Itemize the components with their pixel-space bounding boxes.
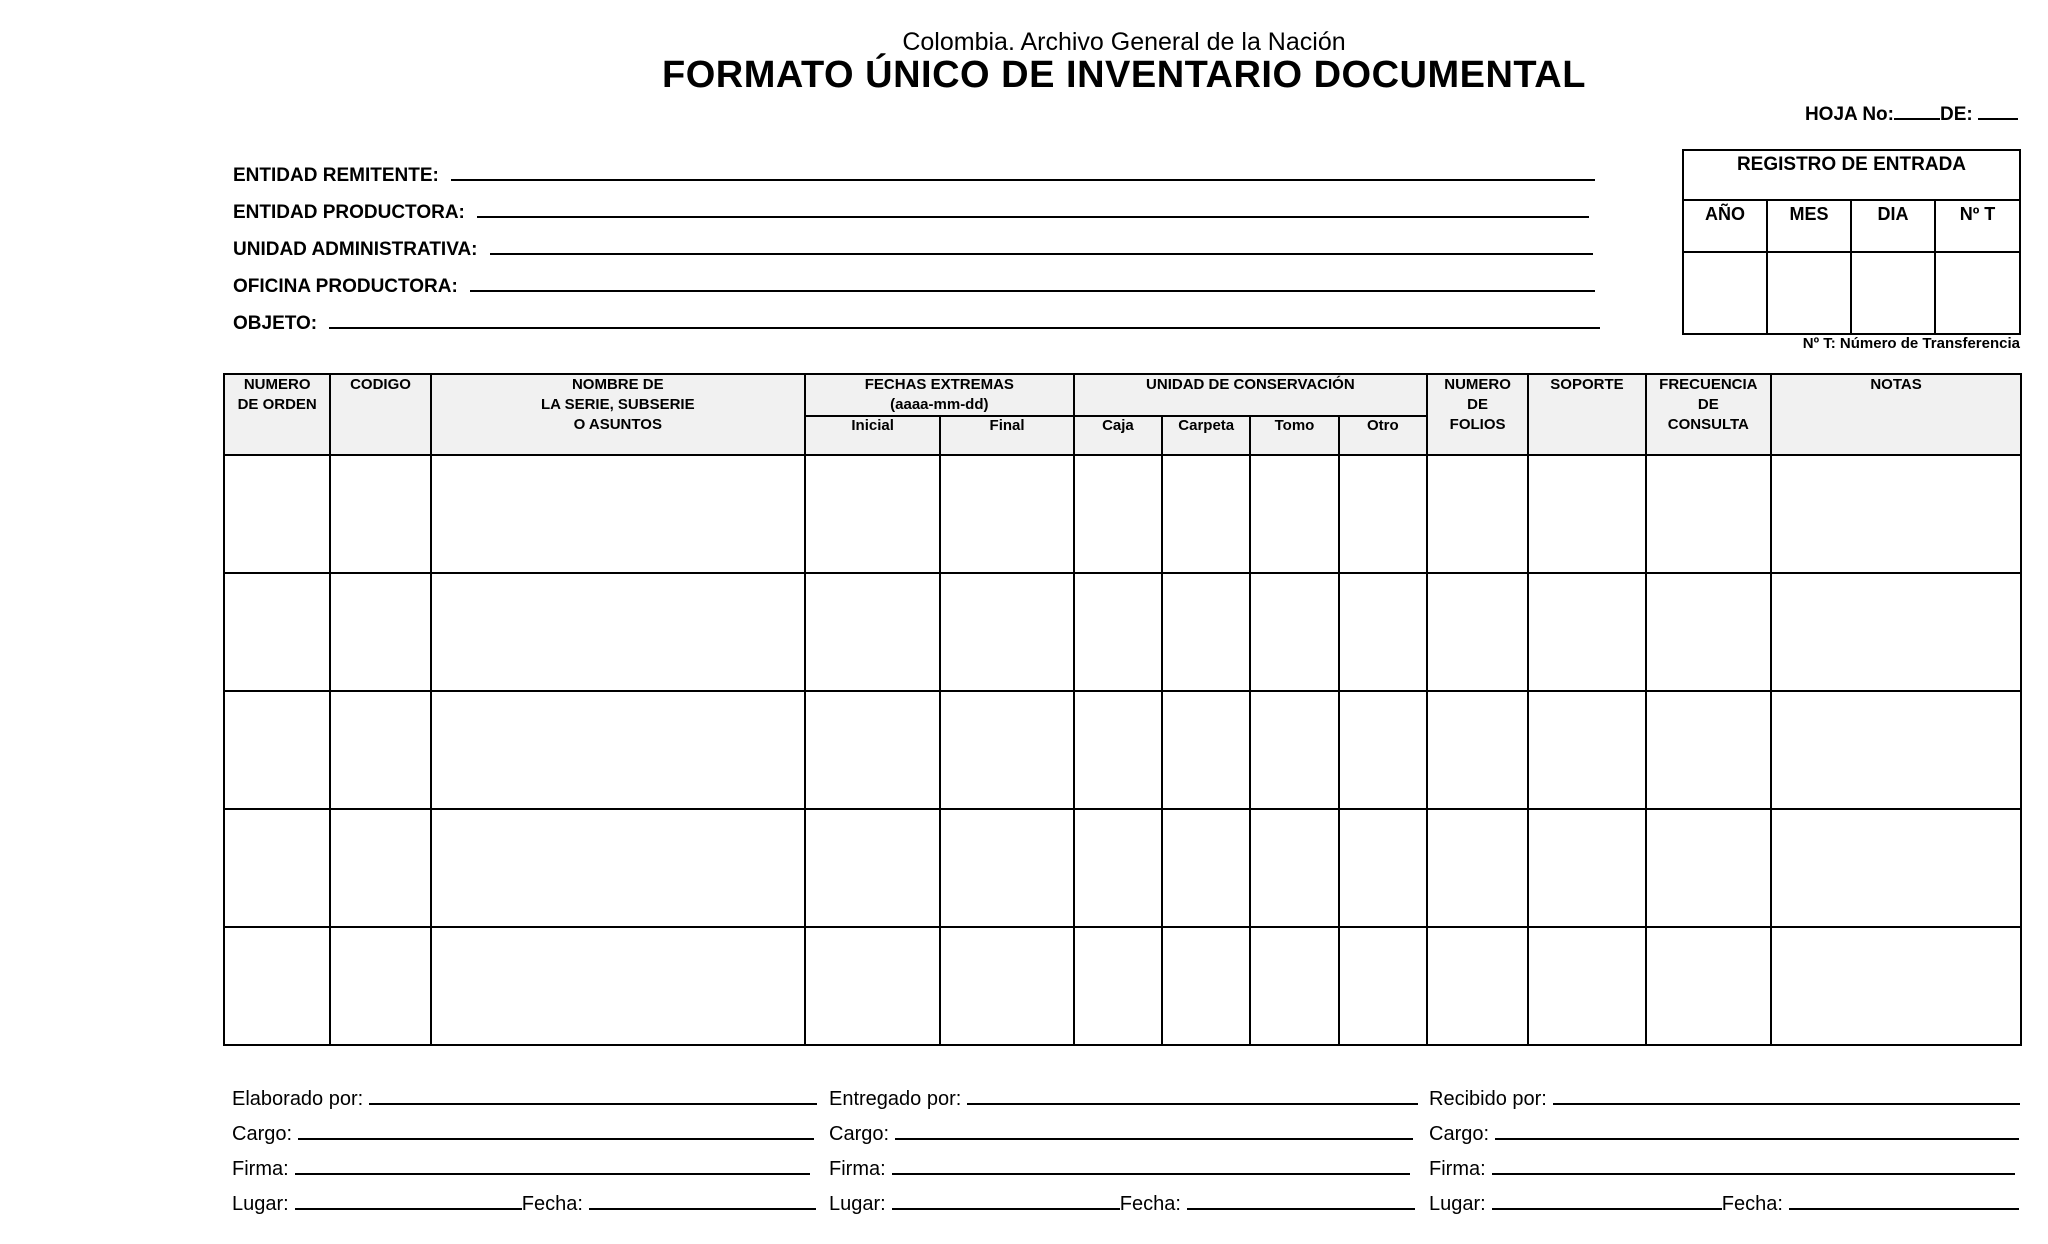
cell-fecha-inicial[interactable] [805, 455, 940, 573]
header-text: CONSULTA [1667, 416, 1749, 433]
elaborado-cargo-label: Cargo: [232, 1123, 293, 1145]
cell-numero-orden[interactable] [224, 927, 330, 1045]
registro-entrada-title: REGISTRO DE ENTRADA [1684, 151, 2019, 201]
entregado-firma-label: Firma: [829, 1158, 886, 1180]
cell-tomo[interactable] [1250, 809, 1338, 927]
entregado-block [829, 1076, 1299, 1216]
recibido-fecha-field[interactable] [1789, 1207, 2019, 1210]
objeto-field[interactable] [329, 326, 1600, 329]
unidad-administrativa-field[interactable] [490, 252, 1593, 255]
cell-soporte[interactable] [1528, 455, 1645, 573]
cell-fecha-final[interactable] [940, 573, 1073, 691]
table-row [224, 809, 2021, 927]
recibido-label: Recibido por: [1429, 1088, 1547, 1110]
header-nombre-serie [431, 374, 805, 455]
cell-fecha-inicial[interactable] [805, 927, 940, 1045]
oficina-productora-row [233, 261, 1595, 298]
header-text: DE ORDEN [237, 396, 317, 413]
entidad-remitente-row [233, 150, 1595, 187]
cell-numero-orden[interactable] [224, 455, 330, 573]
table-row [224, 573, 2021, 691]
cell-soporte[interactable] [1528, 691, 1645, 809]
entidad-remitente-field[interactable] [451, 178, 1595, 181]
entidad-remitente-label: ENTIDAD REMITENTE: [233, 165, 439, 186]
cell-fecha-final[interactable] [940, 809, 1073, 927]
header-text: NUMERO [1444, 376, 1511, 393]
elaborado-field[interactable] [369, 1102, 817, 1105]
header-caja: Caja [1074, 416, 1162, 455]
entregado-label: Entregado por: [829, 1088, 962, 1110]
elaborado-block [232, 1076, 702, 1216]
registro-entrada-box [1682, 149, 2021, 335]
objeto-label: OBJETO: [233, 313, 318, 334]
elaborado-lugar-field[interactable] [295, 1207, 522, 1210]
header-text: LA SERIE, SUBSERIE [540, 396, 695, 413]
unidad-administrativa-row [233, 224, 1593, 261]
unidad-administrativa-label: UNIDAD ADMINISTRATIVA: [233, 239, 478, 260]
header-text: (aaaa-mm-dd) [890, 396, 989, 413]
entidad-productora-field[interactable] [477, 215, 1589, 218]
header-soporte: SOPORTE [1528, 374, 1645, 455]
recibido-field[interactable] [1553, 1102, 2020, 1105]
cell-folios[interactable] [1427, 809, 1528, 927]
registro-mes-field[interactable] [1768, 253, 1850, 333]
cell-codigo[interactable] [330, 927, 430, 1045]
entregado-lugar-label: Lugar: [829, 1193, 886, 1215]
cell-fecha-final[interactable] [940, 691, 1073, 809]
hoja-number [1805, 100, 2018, 126]
cell-notas[interactable] [1771, 691, 2021, 809]
registro-ano-field[interactable] [1684, 253, 1766, 333]
cell-tomo[interactable] [1250, 573, 1338, 691]
header-text: FRECUENCIA [1659, 376, 1758, 393]
cell-tomo[interactable] [1250, 927, 1338, 1045]
cell-nombre-serie[interactable] [431, 573, 805, 691]
cell-otro[interactable] [1339, 573, 1427, 691]
de-label: DE: [1939, 104, 1973, 125]
oficina-productora-field[interactable] [470, 289, 1595, 292]
entity-fields [233, 150, 1603, 335]
header-text: O ASUNTOS [573, 416, 662, 433]
registro-nt-field[interactable] [1936, 253, 2019, 333]
header-text: NOMBRE DE [571, 376, 664, 393]
inventory-body [224, 455, 2021, 1045]
header-notas: NOTAS [1771, 374, 2021, 455]
table-row [224, 691, 2021, 809]
header-fecha-final: Final [940, 416, 1073, 455]
cell-otro[interactable] [1339, 809, 1427, 927]
header-text: NUMERO [243, 376, 311, 393]
header-numero-folios [1427, 374, 1528, 455]
registro-dia-field[interactable] [1852, 253, 1934, 333]
header-text: DE [1697, 396, 1719, 413]
recibido-cargo-field[interactable] [1495, 1137, 2019, 1140]
cell-carpeta[interactable] [1162, 927, 1250, 1045]
registro-nt-label: Nº T [1936, 201, 2019, 253]
recibido-fecha-label: Fecha: [1721, 1193, 1783, 1215]
cell-frecuencia[interactable] [1646, 927, 1771, 1045]
objeto-row [233, 298, 1600, 335]
cell-fecha-inicial[interactable] [805, 691, 940, 809]
cell-nombre-serie[interactable] [431, 455, 805, 573]
entregado-cargo-field[interactable] [895, 1137, 1413, 1140]
entregado-cargo-label: Cargo: [829, 1123, 890, 1145]
cell-folios[interactable] [1427, 573, 1528, 691]
recibido-lugar-label: Lugar: [1429, 1193, 1486, 1215]
cell-soporte[interactable] [1528, 809, 1645, 927]
cell-caja[interactable] [1074, 809, 1162, 927]
table-row [224, 455, 2021, 573]
hoja-total-field[interactable] [1978, 100, 2018, 120]
elaborado-firma-label: Firma: [232, 1158, 289, 1180]
cell-notas[interactable] [1771, 927, 2021, 1045]
cell-otro[interactable] [1339, 691, 1427, 809]
form-title: FORMATO ÚNICO DE INVENTARIO DOCUMENTAL [662, 54, 1586, 96]
table-row [224, 927, 2021, 1045]
header-otro: Otro [1339, 416, 1427, 455]
cell-tomo[interactable] [1250, 691, 1338, 809]
nt-note: Nº T: Número de Transferencia [1802, 335, 2020, 352]
header-codigo: CODIGO [330, 374, 430, 455]
cell-notas[interactable] [1771, 455, 2021, 573]
cell-codigo[interactable] [330, 809, 430, 927]
cell-caja[interactable] [1074, 691, 1162, 809]
cell-notas[interactable] [1771, 573, 2021, 691]
header-unidad-conservacion: UNIDAD DE CONSERVACIÓN [1074, 374, 1427, 416]
cell-tomo[interactable] [1250, 455, 1338, 573]
elaborado-firma-field[interactable] [295, 1172, 810, 1175]
cell-fecha-inicial[interactable] [805, 573, 940, 691]
cell-otro[interactable] [1339, 927, 1427, 1045]
cell-carpeta[interactable] [1162, 691, 1250, 809]
entregado-field[interactable] [967, 1102, 1418, 1105]
hoja-label: HOJA No: [1804, 104, 1894, 125]
cell-soporte[interactable] [1528, 927, 1645, 1045]
header-text: FOLIOS [1449, 416, 1506, 433]
cell-notas[interactable] [1771, 809, 2021, 927]
recibido-firma-field[interactable] [1492, 1172, 2015, 1175]
header-text: DE [1467, 396, 1488, 413]
header-fechas-extremas [805, 374, 1074, 416]
cell-folios[interactable] [1427, 691, 1528, 809]
cell-caja[interactable] [1074, 573, 1162, 691]
cell-frecuencia[interactable] [1646, 691, 1771, 809]
cell-nombre-serie[interactable] [431, 927, 805, 1045]
entregado-fecha-field[interactable] [1187, 1207, 1415, 1210]
cell-carpeta[interactable] [1162, 809, 1250, 927]
cell-caja[interactable] [1074, 927, 1162, 1045]
cell-soporte[interactable] [1528, 573, 1645, 691]
registro-ano-label: AÑO [1684, 201, 1766, 253]
entregado-firma-field[interactable] [892, 1172, 1410, 1175]
cell-carpeta[interactable] [1162, 573, 1250, 691]
cell-fecha-final[interactable] [940, 455, 1073, 573]
cell-frecuencia[interactable] [1646, 455, 1771, 573]
cell-frecuencia[interactable] [1646, 809, 1771, 927]
header-text: FECHAS EXTREMAS [864, 376, 1014, 393]
header-carpeta: Carpeta [1162, 416, 1250, 455]
cell-carpeta[interactable] [1162, 455, 1250, 573]
inventory-table [223, 373, 2022, 1046]
cell-fecha-inicial[interactable] [805, 809, 940, 927]
registro-mes-label: MES [1768, 201, 1850, 253]
cell-otro[interactable] [1339, 455, 1427, 573]
entregado-lugar-field[interactable] [892, 1207, 1120, 1210]
cell-folios[interactable] [1427, 455, 1528, 573]
cell-folios[interactable] [1427, 927, 1528, 1045]
recibido-cargo-label: Cargo: [1429, 1123, 1490, 1145]
cell-caja[interactable] [1074, 455, 1162, 573]
cell-numero-orden[interactable] [224, 573, 330, 691]
header-tomo: Tomo [1250, 416, 1338, 455]
elaborado-cargo-field[interactable] [298, 1137, 814, 1140]
hoja-number-field[interactable] [1894, 100, 1940, 120]
header-numero-orden [224, 374, 330, 455]
elaborado-fecha-field[interactable] [589, 1207, 816, 1210]
cell-codigo[interactable] [330, 573, 430, 691]
elaborado-fecha-label: Fecha: [521, 1193, 583, 1215]
form-subtitle: Colombia. Archivo General de la Nación [902, 28, 1346, 56]
elaborado-label: Elaborado por: [232, 1088, 364, 1110]
header-frecuencia-consulta [1646, 374, 1771, 455]
recibido-lugar-field[interactable] [1492, 1207, 1722, 1210]
oficina-productora-label: OFICINA PRODUCTORA: [233, 276, 458, 297]
recibido-firma-label: Firma: [1429, 1158, 1486, 1180]
cell-fecha-final[interactable] [940, 927, 1073, 1045]
cell-codigo[interactable] [330, 691, 430, 809]
elaborado-lugar-label: Lugar: [232, 1193, 289, 1215]
cell-frecuencia[interactable] [1646, 573, 1771, 691]
cell-numero-orden[interactable] [224, 809, 330, 927]
cell-nombre-serie[interactable] [431, 809, 805, 927]
entregado-fecha-label: Fecha: [1119, 1193, 1181, 1215]
cell-codigo[interactable] [330, 455, 430, 573]
entidad-productora-label: ENTIDAD PRODUCTORA: [233, 202, 465, 223]
entidad-productora-row [233, 187, 1589, 224]
cell-nombre-serie[interactable] [431, 691, 805, 809]
header-fecha-inicial: Inicial [805, 416, 940, 455]
registro-dia-label: DIA [1852, 201, 1934, 253]
cell-numero-orden[interactable] [224, 691, 330, 809]
recibido-block [1429, 1076, 1899, 1216]
